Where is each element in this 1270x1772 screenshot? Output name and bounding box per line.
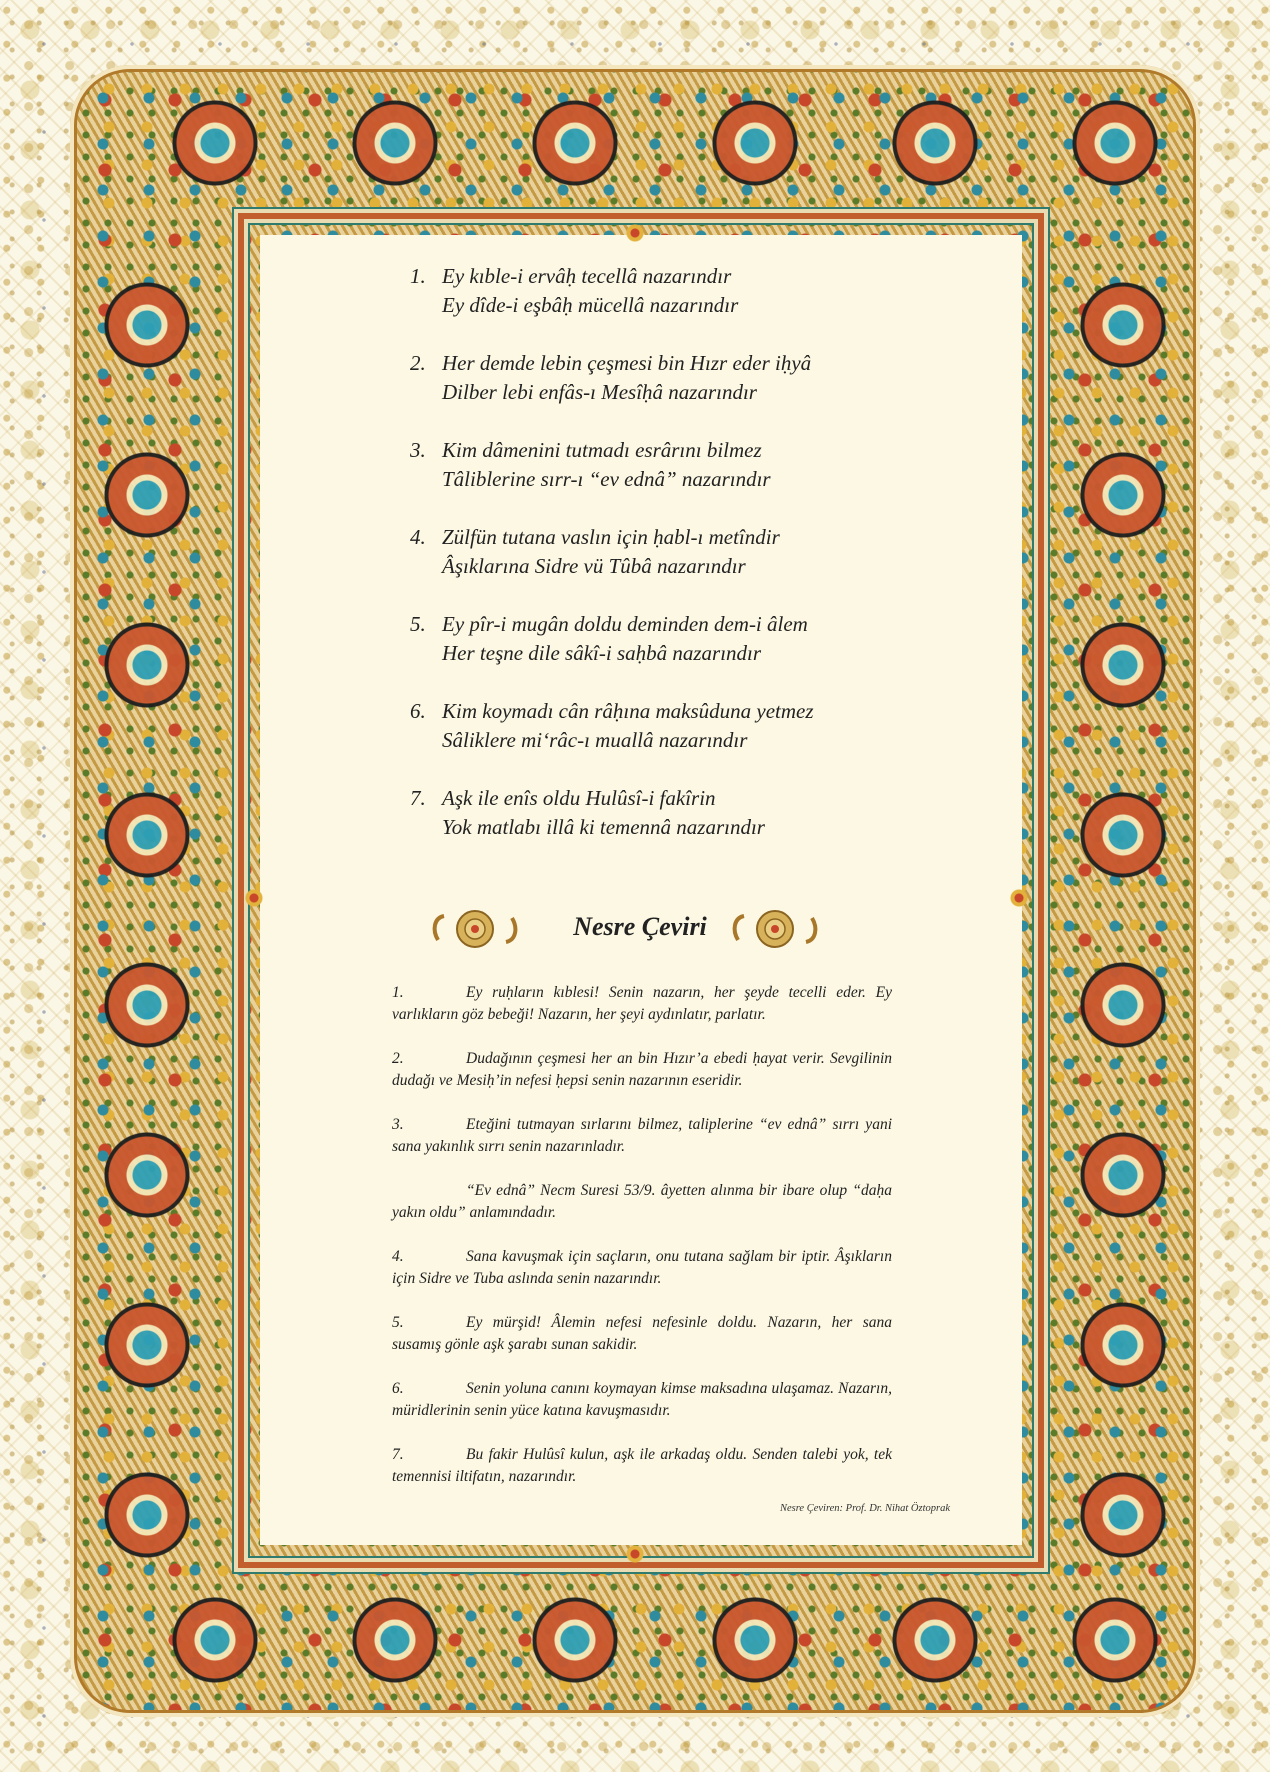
couplet [410, 262, 970, 320]
couplet-number: 3. [410, 438, 426, 462]
border-medallion [82, 600, 212, 730]
border-medallion [150, 1575, 280, 1705]
paragraph-text: Bu fakir Hulûsî kulun, aşk ile arkadaş oldu. Senden talebi yok, tek temennisi iltifatın, nazarındır. [392, 1446, 892, 1485]
paragraph-number: 1. [392, 984, 404, 1001]
prose-paragraph [392, 1312, 892, 1356]
prose-paragraph [392, 1246, 892, 1290]
prose-paragraph [392, 1378, 892, 1422]
couplet-number: 6. [410, 699, 426, 723]
border-medallion [1058, 260, 1188, 390]
border-medallion [330, 78, 460, 208]
border-medallion [82, 1280, 212, 1410]
couplet [410, 523, 970, 581]
couplet-number: 4. [410, 525, 426, 549]
paragraph-text: Senin yoluna canını koymayan kimse maksadına ulaşamaz. Nazarın, müridlerinin senin yüce katına kavuşmasıdır. [392, 1380, 892, 1419]
couplet-line-2: Ey dîde-i eşbâḥ mücellâ nazarındır [442, 293, 739, 317]
top-center-ornament [617, 224, 653, 242]
couplet-line-1: Kim koymadı cân râḥına maksûduna yetmez [442, 699, 814, 723]
couplet-line-2: Sâliklere mi‘râc-ı muallâ nazarındır [442, 728, 748, 752]
paragraph-number: 7. [392, 1446, 404, 1463]
paragraph-text: Dudağının çeşmesi her an bin Hızır’a ebedi ḥayat verir. Sevgilinin dudağı ve Mesiḥ’in nefesi ḥepsi senin nazarının eseridir. [392, 1050, 892, 1089]
paragraph-text: Eteğini tutmayan sırlarını bilmez, taliplerine “ev ednâ” sırrı yani sana yakınlık sırrı senin nazarınladır. [392, 1116, 892, 1155]
left-rosette-icon [430, 906, 520, 952]
border-medallion [82, 260, 212, 390]
couplet-number: 2. [410, 351, 426, 375]
couplet-line-1: Kim dâmenini tutmadı esrârını bilmez [442, 438, 762, 462]
section-heading [420, 900, 860, 970]
border-medallion [1058, 1450, 1188, 1580]
paragraph-text: Sana kavuşmak için saçların, onu tutana sağlam bir iptir. Âşıkların için Sidre ve Tuba aslında senin nazarındır. [392, 1248, 892, 1287]
border-medallion [82, 770, 212, 900]
border-medallion [510, 78, 640, 208]
border-medallion [1058, 770, 1188, 900]
left-center-ornament [245, 880, 263, 916]
couplet-line-1: Her demde lebin çeşmesi bin Hızr eder iḥyâ [442, 351, 812, 375]
paragraph-text: Ey mürşid! Âlemin nefesi nefesinle doldu. Nazarın, her sana susamış gönle aşk şarabı sunan sakidir. [392, 1314, 892, 1353]
border-medallion [690, 1575, 820, 1705]
couplet-line-1: Ey kıble-i ervâḥ tecellâ nazarındır [442, 264, 732, 288]
border-medallion [82, 1450, 212, 1580]
border-medallion [1058, 1280, 1188, 1410]
paragraph-text: “Ev ednâ” Necm Suresi 53/9. âyetten alınma bir ibare olup “daḥa yakın oldu” anlamındadır. [392, 1182, 892, 1221]
paragraph-number: 4. [392, 1248, 404, 1265]
border-medallion [82, 940, 212, 1070]
couplet [410, 784, 970, 842]
border-medallion [1058, 940, 1188, 1070]
border-medallion [870, 1575, 1000, 1705]
border-medallion [510, 1575, 640, 1705]
couplet-line-2: Dilber lebi enfâs-ı Mesîḥâ nazarındır [442, 380, 757, 404]
border-medallion [1058, 600, 1188, 730]
border-medallion [330, 1575, 460, 1705]
couplet-line-2: Tâliblerine sırr-ı “ev ednâ” nazarındır [442, 467, 771, 491]
couplet-line-1: Aşk ile enîs oldu Hulûsî-i fakîrin [442, 786, 716, 810]
border-medallion [82, 430, 212, 560]
couplet-line-2: Âşıklarına Sidre vü Tûbâ nazarındır [442, 554, 746, 578]
border-medallion [870, 78, 1000, 208]
prose-translation [392, 982, 892, 1510]
border-medallion [1050, 1575, 1180, 1705]
border-medallion [1058, 1110, 1188, 1240]
section-title: Nesre Çeviri [573, 912, 707, 941]
paragraph-number: 6. [392, 1380, 404, 1397]
right-center-ornament [1010, 880, 1028, 916]
paragraph-number: 3. [392, 1116, 404, 1133]
border-medallion [82, 1110, 212, 1240]
couplet-line-2: Yok matlabı illâ ki temennâ nazarındır [442, 815, 765, 839]
bottom-center-ornament [617, 1545, 653, 1563]
couplet-number: 1. [410, 264, 426, 288]
prose-paragraph [392, 1114, 892, 1158]
right-rosette-icon [730, 906, 820, 952]
couplet [410, 697, 970, 755]
couplet [410, 610, 970, 668]
couplet-number: 5. [410, 612, 426, 636]
couplet-number: 7. [410, 786, 426, 810]
couplet [410, 349, 970, 407]
prose-paragraph [392, 1444, 892, 1488]
paragraph-text: Ey ruḥların kıblesi! Senin nazarın, her şeyde tecelli eder. Ey varlıkların göz bebeği! Nazarın, her şeyi aydınlatır, parlatır. [392, 984, 892, 1023]
border-medallion [690, 78, 820, 208]
prose-note [392, 1180, 892, 1224]
prose-paragraph [392, 982, 892, 1026]
translator-credit: Nesre Çeviren: Prof. Dr. Nihat Öztoprak [779, 1503, 950, 1514]
couplet-line-1: Zülfün tutana vaslın için ḥabl-ı metîndir [442, 525, 780, 549]
border-medallion [1058, 430, 1188, 560]
border-medallion [1050, 78, 1180, 208]
couplet-line-2: Her teşne dile sâkî-i saḥbâ nazarındır [442, 641, 762, 665]
border-medallion [150, 78, 280, 208]
paragraph-number: 2. [392, 1050, 404, 1067]
paragraph-number: 5. [392, 1314, 404, 1331]
couplet [410, 436, 970, 494]
poem [410, 262, 970, 871]
prose-paragraph [392, 1048, 892, 1092]
couplet-line-1: Ey pîr-i mugân doldu deminden dem-i âlem [442, 612, 808, 636]
